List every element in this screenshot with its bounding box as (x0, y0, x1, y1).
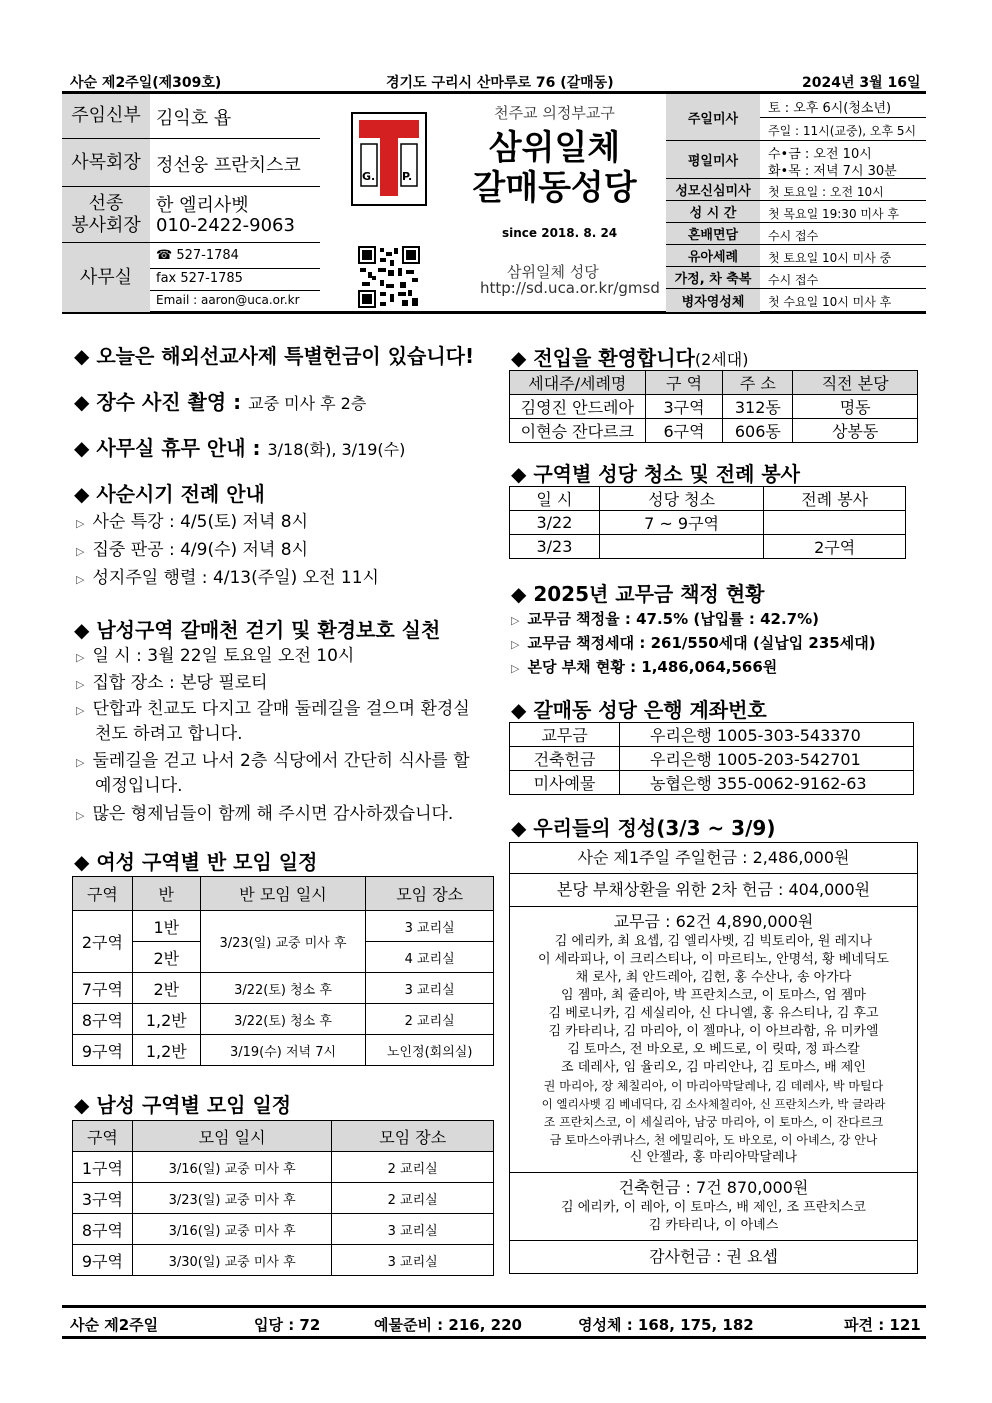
sunday-mass-row (666, 94, 926, 141)
list-item: ▷ 일 시 : 3월 22일 토요일 오전 10시 (76, 646, 355, 666)
debt-offering: 본당 부채상환을 위한 2차 헌금 : 404,000원 (510, 874, 917, 907)
weekday-mass-label: 평일미사 (666, 141, 760, 178)
table-row: 7구역 2반 3/22(토) 청소 후 3 교리실 (73, 973, 494, 1004)
service-name: 한 엘리사벳 (156, 195, 249, 216)
thanks-offering: 감사헌금 : 권 요셉 (649, 1247, 778, 1266)
schedule-row: 가정, 차 축복 수시 접수 (666, 267, 926, 289)
staff-box (62, 94, 320, 312)
men-meeting-table: 구역 모임 일시 모임 장소 1구역 3/16(일) 교중 미사 후 2 교리실 3구역 3/23(일) 교중 미사 후 2 교리실 8구역 3/16(일) 교중 미사 후 3 교리실 9구역 3/30(일) 교중 미사 후 3 교리실 (72, 1120, 494, 1276)
building-offering: 건축헌금 : 7건 870,000원 김 에리카, 이 레아, 이 토마스, 배 제인, 조 프란치스코 김 카타리나, 이 아녜스 (510, 1173, 917, 1241)
service-phone: 010-2422-9063 (156, 215, 295, 236)
office-tel: ☎ 527-1784 (156, 248, 239, 263)
footer-communion: 영성체 : 168, 175, 182 (578, 1316, 754, 1334)
list-item-cont: 예정입니다. (95, 776, 183, 796)
footer-dispatch: 파견 : 121 (844, 1316, 921, 1334)
table-row: 1구역 3/16(일) 교중 미사 후 2 교리실 (73, 1152, 494, 1183)
qr-code[interactable] (358, 246, 420, 308)
list-item-cont: 천도 하려고 합니다. (95, 724, 243, 744)
office-fax: fax 527-1785 (156, 271, 243, 286)
table-row: 3/23 2구역 (510, 535, 906, 559)
logo-letter-g: G. (362, 170, 376, 183)
table-row: 교무금 우리은행 1005-303-543370 (510, 723, 914, 747)
cleaning-heading: ◆ 구역별 성당 청소 및 전례 봉사 (511, 462, 800, 486)
service-label: 선종 봉사회장 (62, 187, 150, 242)
table-row: 3구역 3/23(일) 교중 미사 후 2 교리실 (73, 1183, 494, 1214)
mass-schedule (666, 94, 926, 312)
cleaning-table: 일 시 성당 청소 전례 봉사 3/22 7 ~ 9구역 3/23 2구역 (509, 486, 906, 559)
founded-date: since 2018. 8. 24 (502, 226, 618, 240)
schedule-row: 병자영성체 첫 수요일 10시 미사 후 (666, 289, 926, 312)
website-name: 삼위일체 성당 (507, 263, 599, 281)
weekday-mass-row (666, 141, 926, 179)
footer-bar (62, 1305, 926, 1339)
bank-table (509, 722, 914, 795)
council-name: 정선웅 프란치스코 (156, 155, 301, 176)
table-row: 9구역 3/30(일) 교중 미사 후 3 교리실 (73, 1245, 494, 1276)
sunday-offering: 사순 제1주일 주일헌금 : 2,486,000원 (510, 843, 917, 874)
footer-week: 사순 제2주일 (70, 1316, 159, 1334)
top-bar (62, 68, 926, 94)
list-item: ▷ 단합과 친교도 다지고 갈매 둘레길을 걸으며 환경실 (76, 699, 470, 719)
table-row: 3/22 7 ~ 9구역 (510, 511, 906, 535)
list-item: ▷ 집중 판공 : 4/9(수) 저녁 8시 (76, 540, 309, 560)
table-row: 8구역 1,2반 3/22(토) 청소 후 2 교리실 (73, 1004, 494, 1035)
list-item: ▷ 교무금 책정율 : 47.5% (납입률 : 42.7%) (511, 610, 819, 628)
schedule-row: 유아세례 첫 토요일 10시 미사 중 (666, 245, 926, 267)
pastor-label: 주임신부 (62, 94, 150, 138)
table-row: 8구역 3/16(일) 교중 미사 후 3 교리실 (73, 1214, 494, 1245)
office-email: Email : aaron@uca.or.kr (156, 293, 300, 307)
weekday-mass-2: 화•목 : 저녁 7시 30분 (768, 164, 897, 179)
header (62, 94, 926, 314)
schedule-row: 성 시 간 첫 목요일 19:30 미사 후 (666, 201, 926, 223)
list-item: ▷ 사순 특강 : 4/5(토) 저녁 8시 (76, 512, 309, 532)
walking-event-heading: ◆ 남성구역 갈매천 걷기 및 환경보호 실천 (74, 618, 441, 642)
table-row: 김영진 안드레아 3구역 312동 명동 (510, 395, 918, 419)
pastor-row (62, 94, 320, 139)
schedule-row: 혼배면담 수시 접수 (666, 223, 926, 245)
men-meeting-heading: ◆ 남성 구역별 모임 일정 (74, 1093, 292, 1117)
issue-date: 2024년 3월 16일 (802, 75, 921, 91)
list-item: ▷ 집합 장소 : 본당 필로티 (76, 673, 268, 693)
footer-attendance: 입당 : 72 (254, 1316, 321, 1334)
sunday-mass-label: 주일미사 (666, 94, 760, 140)
offering-heading: ◆ 우리들의 정성(3/3 ~ 3/9) (511, 816, 776, 840)
list-item: ▷ 교무금 책정세대 : 261/550세대 (실납입 235세대) (511, 634, 876, 652)
sunday-mass-sun: 주일 : 11시(교중), 오후 5시 (768, 124, 917, 138)
website-url[interactable]: http://sd.uca.or.kr/gmsd (480, 279, 660, 297)
pastor-name: 김익호 욥 (156, 108, 232, 129)
list-item: ▷ 본당 부채 현황 : 1,486,064,566원 (511, 658, 778, 676)
women-meeting-heading: ◆ 여성 구역별 반 모임 일정 (74, 850, 318, 874)
church-name: 삼위일체 갈매동성당 (472, 128, 637, 208)
list-item: ▷ 둘레길을 걷고 나서 2층 식당에서 간단히 식사를 할 (76, 751, 470, 771)
table-row: 건축헌금 우리은행 1005-203-542701 (510, 747, 914, 771)
church-logo (351, 112, 427, 206)
lent-liturgy-heading: ◆ 사순시기 전례 안내 (74, 482, 265, 506)
women-meeting-table: 구역 반 반 모임 일시 모임 장소 2구역 1반 3/23(일) 교중 미사 후 3 교리실 2반 4 교리실 7구역 2반 3/22(토) 청소 후 3 교리실 8구역 1,2반 3/22(토) 청소 후 2 교리실 9구역 1,2반 3/19(수) 저녁 7시 노인정(회의실) (72, 876, 494, 1066)
list-item: ▷ 많은 형제님들이 함께 해 주시면 감사하겠습니다. (76, 804, 454, 824)
table-row: 9구역 1,2반 3/19(수) 저녁 7시 노인정(회의실) (73, 1035, 494, 1066)
office-label: 사무실 (62, 243, 150, 312)
table-row: 2반 4 교리실 (73, 942, 494, 973)
table-row: 미사예물 농협은행 355-0062-9162-63 (510, 771, 914, 795)
service-row (62, 187, 320, 243)
offering-box (509, 842, 918, 1274)
bank-heading: ◆ 갈매동 성당 은행 계좌번호 (511, 698, 767, 722)
logo-letter-p: P. (402, 170, 413, 183)
welcome-heading: ◆ 전입을 환영합니다(2세대) (511, 346, 749, 370)
footer-offering-prep: 예물준비 : 216, 220 (374, 1316, 522, 1334)
sunday-mass-sat: 토 : 오후 6시(청소년) (768, 101, 892, 116)
list-item: ▷ 성지주일 행렬 : 4/13(주일) 오전 11시 (76, 568, 379, 588)
diocese-name: 천주교 의정부교구 (494, 104, 615, 122)
office-row (62, 243, 320, 312)
tithe-heading: ◆ 2025년 교무금 책정 현황 (511, 582, 765, 606)
office-closed-heading: ◆ 사무실 휴무 안내 : 3/18(화), 3/19(수) (74, 436, 406, 460)
longevity-photo-heading: ◆ 장수 사진 촬영 : 교중 미사 후 2층 (74, 390, 367, 414)
weekday-mass-1: 수•금 : 오전 10시 (768, 147, 872, 162)
tithe-offering: 교무금 : 62건 4,890,000원 김 에리카, 최 요셉, 김 엘리사벳, 김 빅토리아, 원 레지나 이 세라피나, 이 크리스티나, 이 마르티노, 안명석, 황 베네딕도 채 로사, 최 안드레아, 김헌, 홍 수산나, 송 아가다 임 젬마, 최 쥴리아, 박 프란치스코, 이 토마스, 엄 젬마 김 베로니카, 김 세실리아, 신 다니엘, 홍 유스티나, 김 후고 김 카타리나, 김 마리아, 이 젤마나, 이 아브라함, 유 미카엘 김 토마스, 전 바오로, 오 베드로, 이 릿따, 정 파스칼 조 데레사, 임 율리오, 김 마리안나, 김 토마스, 배 제인 권 마리아, 장 체칠리아, 이 마리아막달레나, 김 데레사, 박 마틸다 이 엘리사벳 김 베네딕다, 김 소사체칠리아, 신 프란치스카, 박 글라라 조 프란치스코, 이 세실리아, 남궁 마리아, 이 토마스, 이 잔다르크 금 토마스아퀴나스, 천 에밀리아, 도 바오로, 이 아녜스, 강 안나 신 안젤라, 홍 마리아막달레나 (510, 907, 917, 1173)
welcome-table: 세대주/세례명 구 역 주 소 직전 본당 김영진 안드레아 3구역 312동 명동 이현승 잔다르크 6구역 606동 상봉동 (509, 370, 918, 443)
council-row (62, 139, 320, 187)
church-address: 경기도 구리시 산마루로 76 (갈매동) (386, 75, 614, 91)
schedule-row: 성모신심미사 첫 토요일 : 오전 10시 (666, 179, 926, 201)
council-label: 사목회장 (62, 139, 150, 186)
table-row: 2구역 1반 3/23(일) 교중 미사 후 3 교리실 (73, 911, 494, 942)
special-offering-notice: ◆ 오늘은 해외선교사제 특별헌금이 있습니다! (74, 344, 475, 368)
issue-number: 사순 제2주일(제309호) (70, 75, 222, 91)
table-row: 이현승 잔다르크 6구역 606동 상봉동 (510, 419, 918, 443)
